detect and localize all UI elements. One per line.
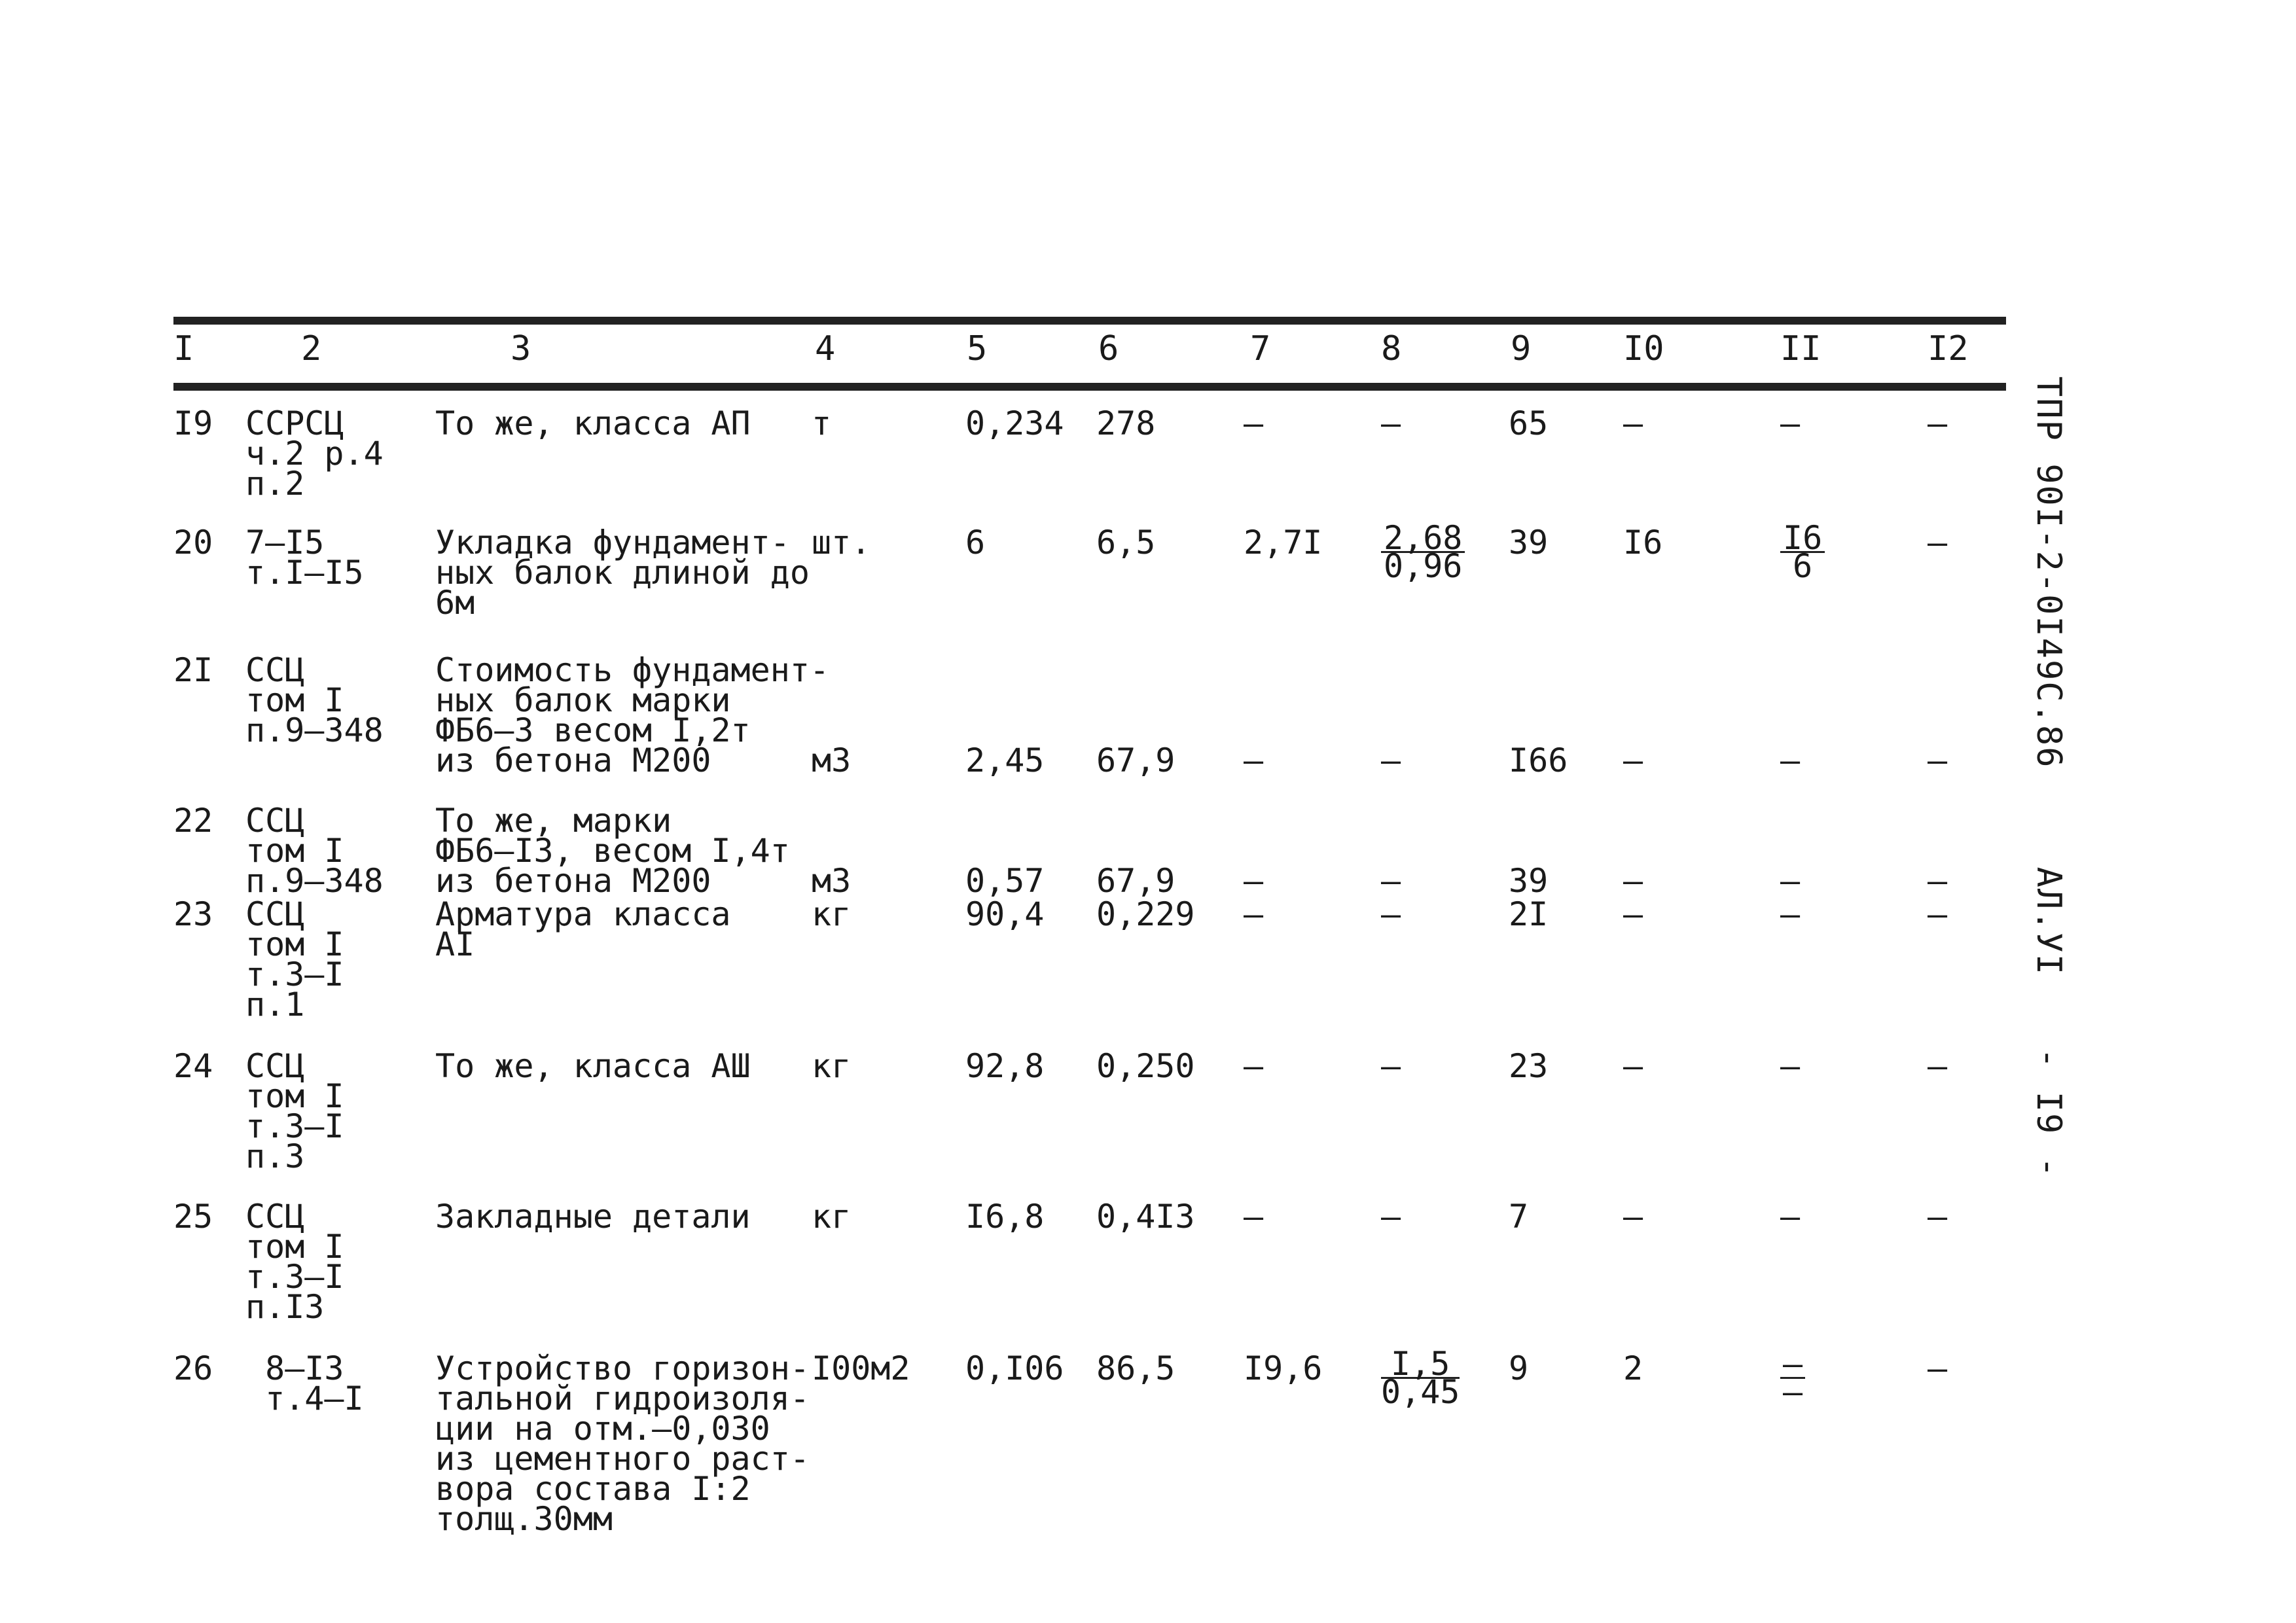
unit-cell: м3 (812, 741, 852, 779)
total-cost-cell: 39 (1509, 524, 1549, 562)
total-wage-cell: – (1623, 895, 1643, 933)
column-number: I (173, 329, 194, 368)
extra-cell: – (1928, 1198, 1948, 1236)
row-number: 26 (173, 1349, 213, 1387)
machine-cost-cell: – (1381, 1047, 1401, 1085)
reference-code: 8–I3 т.4–I (265, 1349, 364, 1418)
top-rule (173, 317, 2006, 325)
unit-cost-cell: 67,9 (1096, 862, 1175, 900)
extra-cell: – (1928, 862, 1948, 900)
total-machine-fraction-numerator: – (1780, 1351, 1805, 1379)
table-row (173, 404, 2006, 520)
table-row (173, 802, 2006, 900)
total-wage-cell: – (1623, 1047, 1643, 1085)
machine-cost-cell: – (1381, 741, 1401, 779)
work-description: То же, марки ФБ6–I3, весом I,4т из бетона М200 (435, 802, 790, 900)
quantity-cell: 6 (965, 524, 986, 562)
total-machine-fraction-denominator: 6 (1793, 547, 1813, 585)
row-number: 23 (173, 895, 213, 933)
quantity-cell: 2,45 (965, 741, 1045, 779)
album-code: АЛ.УI (2029, 866, 2068, 976)
total-cost-cell: 23 (1509, 1047, 1549, 1085)
table-row (173, 1047, 2006, 1195)
total-cost-cell: I66 (1509, 741, 1568, 779)
reference-code: ССЦ том I т.3–I п.I3 (245, 1198, 344, 1326)
column-number: I0 (1623, 329, 1664, 368)
table-row (173, 1345, 2006, 1550)
doc-code: ТПР 90I-2-0I49С.86 (2029, 376, 2068, 769)
total-cost-cell: 9 (1509, 1349, 1529, 1387)
extra-cell: – (1928, 404, 1948, 442)
machine-cost-fraction (1381, 1345, 1460, 1411)
unit-cell: кг (812, 1047, 852, 1085)
unit-cell: I00м2 (812, 1349, 910, 1387)
total-machine-fraction (1780, 1345, 1805, 1411)
row-number: 22 (173, 802, 213, 840)
quantity-cell: 0,57 (965, 862, 1045, 900)
header-rule (173, 383, 2006, 391)
total-machine-fraction (1780, 519, 1825, 585)
row-number: 2I (173, 651, 213, 689)
wage-cell: – (1244, 741, 1264, 779)
column-number: I2 (1928, 329, 1969, 368)
column-number: 5 (967, 329, 988, 368)
column-number: 6 (1098, 329, 1119, 368)
machine-cost-cell: – (1381, 862, 1401, 900)
table-row (173, 1198, 2006, 1346)
reference-code: ССЦ том I п.9–348 (245, 802, 384, 900)
work-description: То же, класса АП (435, 404, 751, 442)
unit-cost-cell: 0,4I3 (1096, 1198, 1195, 1236)
extra-cell: – (1928, 895, 1948, 933)
wage-cell: – (1244, 895, 1264, 933)
reference-code: ССРСЦ ч.2 р.4 п.2 (245, 404, 384, 503)
quantity-cell: 92,8 (965, 1047, 1045, 1085)
reference-code: ССЦ том I т.3–I п.3 (245, 1047, 344, 1175)
extra-cell: – (1928, 741, 1948, 779)
total-machine-cell: – (1780, 404, 1801, 442)
machine-cost-fraction (1381, 519, 1465, 585)
work-description: Устройство горизон- тальной гидроизоля- ции на отм.–0,030 из цементного раст- вора состава I:2 толщ.30мм (435, 1349, 810, 1538)
reference-code: ССЦ том I п.9–348 (245, 651, 384, 749)
quantity-cell: 0,234 (965, 404, 1064, 442)
work-description: Арматура класса АI (435, 895, 731, 963)
work-description: Стоимость фундамент- ных балок марки ФБ6–3 весом I,2т из бетона М200 (435, 651, 830, 779)
unit-cost-cell: 86,5 (1096, 1349, 1175, 1387)
total-machine-cell: – (1780, 741, 1801, 779)
total-wage-cell: 2 (1623, 1349, 1643, 1387)
table-row (173, 651, 2006, 799)
total-machine-cell: – (1780, 895, 1801, 933)
total-cost-cell: 39 (1509, 862, 1549, 900)
table-row (173, 895, 2006, 1050)
estimate-table (173, 325, 2006, 1538)
total-machine-cell: – (1780, 862, 1801, 900)
column-number: 9 (1511, 329, 1532, 368)
machine-cost-fraction-numerator: 2,68 (1381, 525, 1465, 553)
quantity-cell: I6,8 (965, 1198, 1045, 1236)
total-machine-fraction-numerator: I6 (1780, 525, 1825, 553)
wage-cell: – (1244, 1047, 1264, 1085)
wage-cell: – (1244, 1198, 1264, 1236)
total-machine-cell: – (1780, 1047, 1801, 1085)
total-machine-fraction-denominator: – (1783, 1373, 1803, 1411)
unit-cell: кг (812, 1198, 852, 1236)
column-number: 3 (511, 329, 531, 368)
total-wage-cell: I6 (1623, 524, 1663, 562)
machine-cost-fraction-numerator: I,5 (1381, 1351, 1460, 1379)
total-wage-cell: – (1623, 741, 1643, 779)
column-number: II (1780, 329, 1821, 368)
unit-cell: шт. (812, 524, 871, 562)
row-number: 20 (173, 524, 213, 562)
work-description: Укладка фундамент- ных балок длиной до 6м (435, 524, 810, 622)
wage-cell: 2,7I (1244, 524, 1323, 562)
unit-cost-cell: 0,250 (1096, 1047, 1195, 1085)
reference-code: 7–I5 т.I–I5 (245, 524, 364, 592)
page-number: - I9 - (2029, 1048, 2068, 1179)
total-cost-cell: 2I (1509, 895, 1549, 933)
extra-cell: – (1928, 524, 1948, 562)
quantity-cell: 90,4 (965, 895, 1045, 933)
unit-cost-cell: 278 (1096, 404, 1156, 442)
column-number-row (173, 325, 2006, 382)
unit-cost-cell: 6,5 (1096, 524, 1156, 562)
row-number: I9 (173, 404, 213, 442)
wage-cell: I9,6 (1244, 1349, 1323, 1387)
table-row (173, 519, 2006, 632)
column-number: 4 (815, 329, 836, 368)
unit-cell: т (812, 404, 832, 442)
extra-cell: – (1928, 1349, 1948, 1387)
unit-cost-cell: 67,9 (1096, 741, 1175, 779)
column-number: 2 (301, 329, 322, 368)
unit-cost-cell: 0,229 (1096, 895, 1195, 933)
extra-cell: – (1928, 1047, 1948, 1085)
total-wage-cell: – (1623, 404, 1643, 442)
column-number: 7 (1250, 329, 1271, 368)
reference-code: ССЦ том I т.3–I п.1 (245, 895, 344, 1024)
column-number: 8 (1381, 329, 1402, 368)
total-wage-cell: – (1623, 1198, 1643, 1236)
quantity-cell: 0,I06 (965, 1349, 1064, 1387)
machine-cost-cell: – (1381, 404, 1401, 442)
machine-cost-cell: – (1381, 895, 1401, 933)
work-description: Закладные детали (435, 1198, 751, 1236)
side-stamp (2029, 376, 2068, 1179)
wage-cell: – (1244, 862, 1264, 900)
row-number: 24 (173, 1047, 213, 1085)
total-cost-cell: 65 (1509, 404, 1549, 442)
row-number: 25 (173, 1198, 213, 1236)
work-description: То же, класса АШ (435, 1047, 751, 1085)
total-wage-cell: – (1623, 862, 1643, 900)
unit-cell: кг (812, 895, 852, 933)
machine-cost-fraction-denominator: 0,96 (1384, 547, 1463, 585)
unit-cell: м3 (812, 862, 852, 900)
total-cost-cell: 7 (1509, 1198, 1529, 1236)
machine-cost-fraction-denominator: 0,45 (1381, 1373, 1460, 1411)
machine-cost-cell: – (1381, 1198, 1401, 1236)
total-machine-cell: – (1780, 1198, 1801, 1236)
wage-cell: – (1244, 404, 1264, 442)
